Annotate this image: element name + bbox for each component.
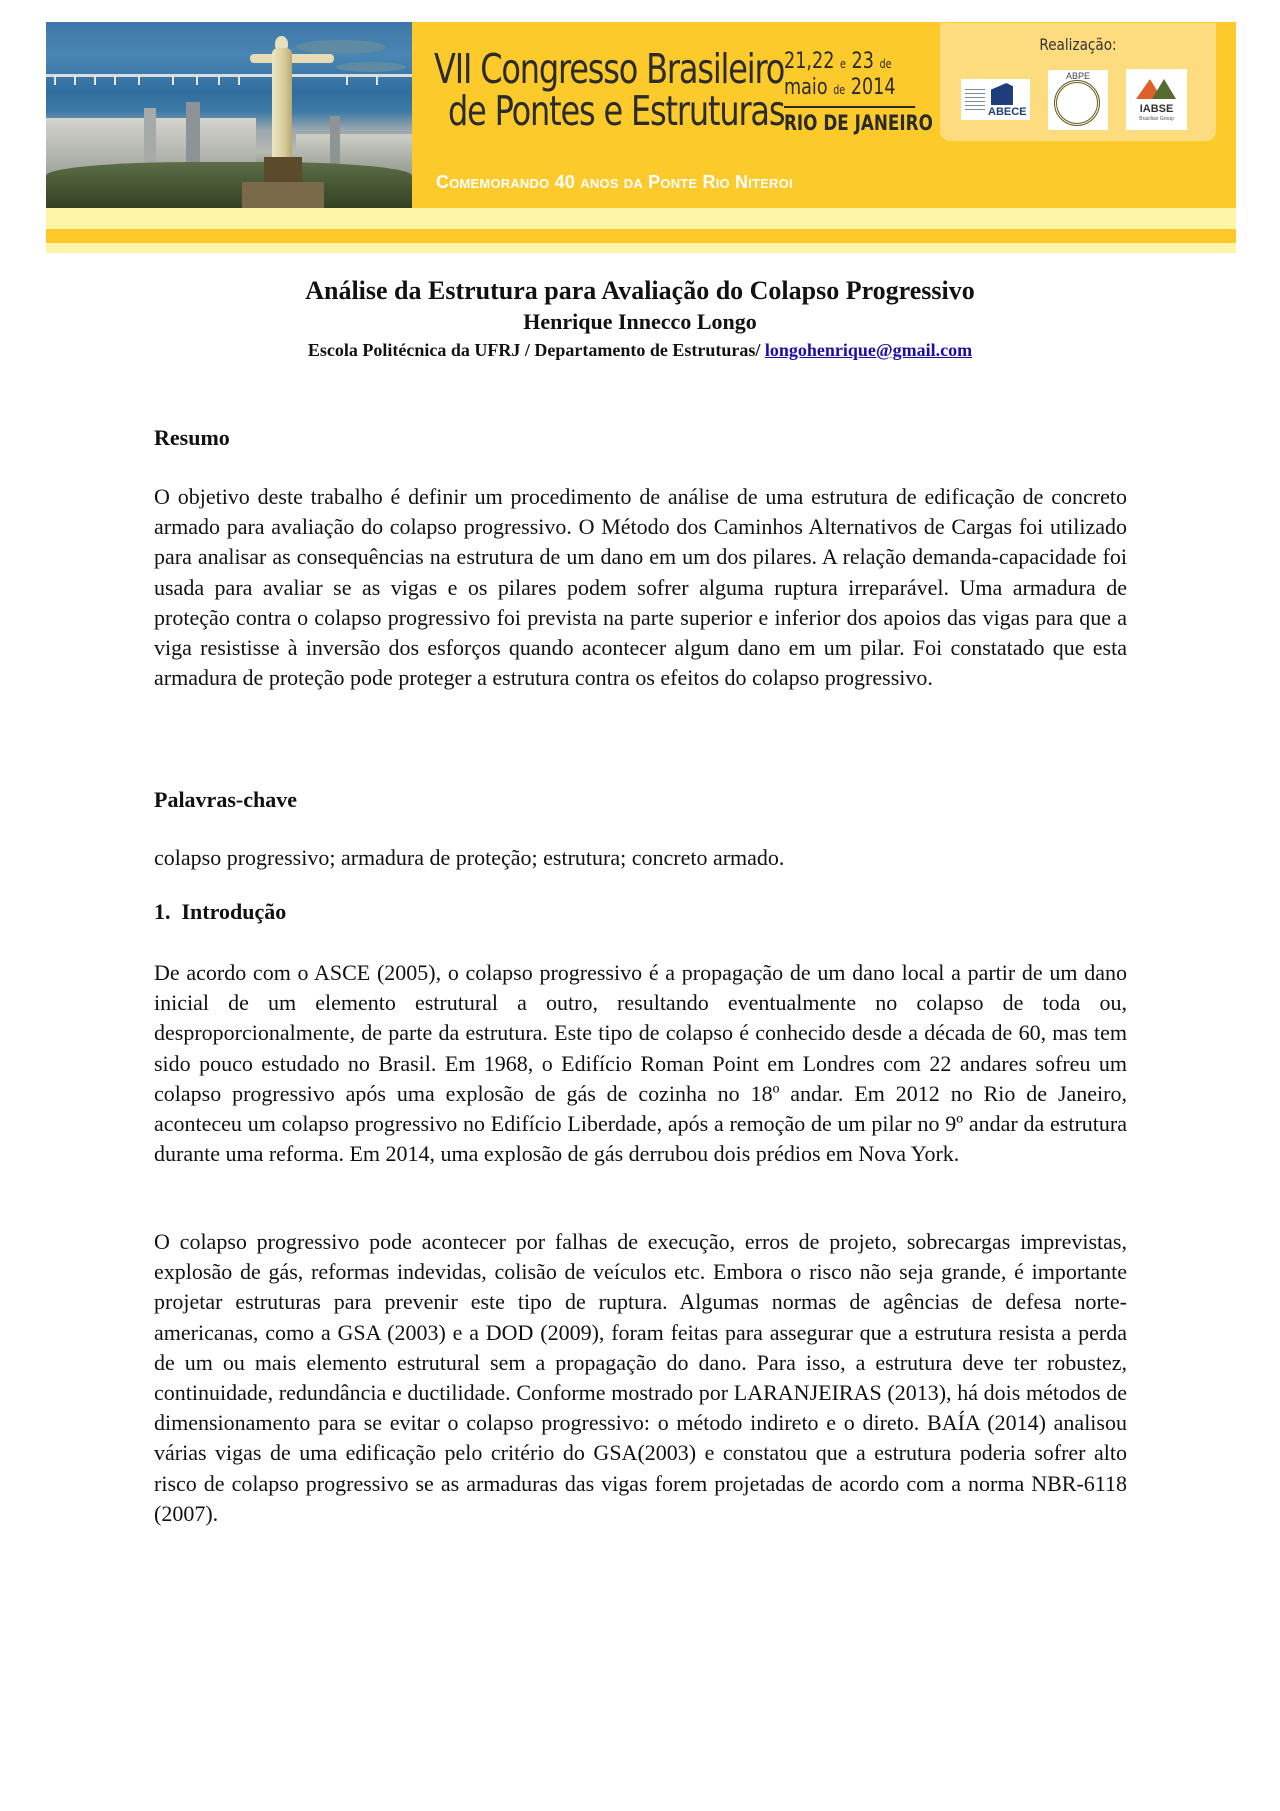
bridge-pillar [172, 76, 174, 85]
affiliation-text: Escola Politécnica da UFRJ / Departamento de Estruturas/ [307, 340, 765, 360]
author-email-link[interactable]: longohenrique@gmail.com [764, 340, 973, 360]
section-heading-resumo: Resumo [154, 425, 230, 450]
banner-stripe [46, 229, 1236, 243]
abece-logo-label: ABECE [988, 106, 1027, 118]
conference-title [434, 45, 785, 135]
dates-month: maio [784, 75, 828, 100]
abece-logo [961, 79, 1030, 120]
dates-line2 [784, 76, 933, 102]
dates-days: 21,22 [784, 49, 835, 74]
hill-shape [46, 162, 412, 208]
statue-plinth [242, 182, 324, 208]
abpe-logo-label: ABPE [1065, 71, 1090, 81]
conference-title-line2: de Pontes e Estruturas [448, 87, 785, 135]
statue-arms [250, 54, 334, 63]
intro-paragraph-2: O colapso progressivo pode acontecer por falhas de execução, erros de projeto, sobrecargas imprevistas, explosão de gás, reformas indevidas, colisão de veículos etc. Embora o risco não seja grande, é importante projetar estruturas para prevenir este tipo de ruptura. Algumas normas de agências de defesa norte-americanas, como a GSA (2003) e a DOD (2009), foram feitas para assegurar que a estrutura resista a perda de um ou mais elemento estrutural sem a propagação do dano. Para isso, a estrutura deve ter robustez, continuidade, redundância e ductilidade. Conforme mostrado por LARANJEIRAS (2013), há dois métodos de dimensionamento para se evitar o colapso progressivo: o método indireto e o direto. BAÍA (2014) analisou várias vigas de uma edificação pelo critério do GSA(2003) e constatou que a estrutura poderia sofrer alto risco de colapso progressivo se as armaduras das vigas forem projetadas de acordo com a norma NBR-6118 (2007). [154, 1229, 1127, 1526]
banner-stripe [46, 208, 1236, 229]
abece-logo-text-lines [965, 89, 985, 113]
dates-line1 [784, 50, 933, 76]
island-shape [336, 62, 406, 72]
section-heading-keywords: Palavras-chave [154, 787, 297, 812]
dates-divider [784, 106, 915, 108]
organizers-label: Realização: [1039, 35, 1117, 54]
keywords-text: colapso progressivo; armadura de proteção; estrutura; concreto armado. [154, 845, 785, 870]
bridge-pillar [74, 76, 76, 85]
conference-subtitle: Comemorando 40 anos da Ponte Rio Niteroi [436, 172, 793, 192]
bridge-pillar [114, 76, 116, 85]
conference-banner [46, 22, 1236, 253]
seal-icon [1054, 80, 1100, 126]
bridge-pillar [196, 76, 198, 85]
dates-day-last: 23 [851, 49, 874, 74]
conference-title-line1: VII Congresso Brasileiro [434, 45, 785, 93]
dates-conjunction: e [839, 57, 846, 71]
iabse-logo-label: IABSE [1139, 103, 1174, 115]
bridge-pillar [346, 76, 348, 85]
building-icon [991, 83, 1013, 105]
paper-title: Análise da Estrutura para Avaliação do Colapso Progressivo [305, 276, 975, 305]
statue-body [272, 48, 292, 163]
island-shape [296, 40, 386, 54]
roof-icon [1152, 79, 1176, 99]
bridge-pillar [238, 76, 240, 85]
intro-paragraph-1: De acordo com o ASCE (2005), o colapso progressivo é a propagação de um dano local a partir de um dano inicial de um elemento estrutural a outro, resultando eventualmente no colapso de toda ou, desproporcionalmente, de parte da estrutura. Este tipo de colapso é conhecido desde a década de 60, mas tem sido pouco estudado no Brasil. Em 1968, o Edifício Roman Point em Londres com 22 andares sofreu um colapso progressivo após uma explosão de gás de cozinha no 18º andar. Em 2012 no Rio de Janeiro, aconteceu um colapso progressivo no Edifício Liberdade, após a remoção de um pilar no 9º andar da estrutura durante uma reforma. Em 2014, uma explosão de gás derrubou dois prédios em Nova York. [154, 960, 1127, 1167]
bridge-pillar [138, 76, 140, 85]
conference-city: RIO DE JANEIRO [784, 111, 933, 135]
iabse-logo-sublabel: Brazilian Group [1139, 116, 1174, 122]
paper-author: Henrique Innecco Longo [523, 309, 757, 334]
dates-preposition: de [879, 57, 892, 71]
paper-affiliation [0, 338, 1280, 362]
banner-stripe [46, 243, 1236, 253]
bridge-pillar [54, 76, 56, 85]
dates-preposition: de [833, 83, 846, 97]
abpe-logo [1048, 70, 1108, 130]
dates-year: 2014 [850, 75, 896, 100]
organizers-panel [940, 23, 1216, 141]
bridge-pillar [376, 76, 378, 85]
bridge-pillar [94, 76, 96, 85]
bridge-pillar [218, 76, 220, 85]
section-heading-introducao: 1. Introdução [154, 899, 287, 924]
bridge-icon [46, 74, 412, 77]
abstract-paragraph: O objetivo deste trabalho é definir um procedimento de análise de uma estrutura de edificação de concreto armado para avaliação do colapso progressivo. O Método dos Caminhos Alternativos de Cargas foi utilizado para analisar as consequências na estrutura de um dano em um dos pilares. A relação demanda-capacidade foi usada para avaliar se as vigas e os pilares podem sofrer alguma ruptura irreparável. Uma armadura de proteção contra o colapso progressivo foi prevista na parte superior e inferior dos apoios das vigas para que a viga resistisse à inversão dos esforços quando acontecer algum dano em um pilar. Foi constatado que esta armadura de proteção pode proteger a estrutura contra os efeitos do colapso progressivo. [154, 484, 1127, 691]
iabse-logo [1126, 69, 1187, 130]
rio-photo-christ-redeemer [46, 22, 412, 208]
conference-dates [784, 50, 933, 135]
